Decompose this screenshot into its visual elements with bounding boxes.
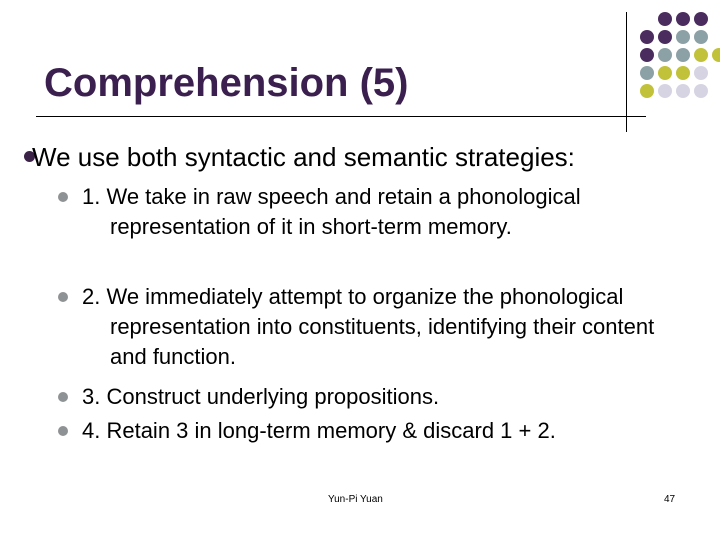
decorative-dot: [640, 30, 654, 44]
decorative-dot: [694, 48, 708, 62]
decorative-dot: [640, 84, 654, 98]
title-horizontal-rule: [36, 116, 646, 117]
decorative-dot: [658, 30, 672, 44]
decorative-dot: [640, 48, 654, 62]
sub-bullet-dot-icon: [58, 292, 68, 302]
decorative-dot: [658, 66, 672, 80]
decorative-dot: [676, 12, 690, 26]
footer-author: Yun-Pi Yuan: [328, 494, 383, 505]
decorative-dot: [676, 84, 690, 98]
main-bullet-text: We use both syntactic and semantic strategies:: [32, 142, 575, 172]
decorative-dot: [676, 48, 690, 62]
list-item: 3. Construct underlying propositions.: [82, 384, 440, 409]
list-item: 4. Retain 3 in long-term memory & discard 1 + 2.: [82, 418, 556, 443]
decorative-dot: [676, 30, 690, 44]
list-item: 2. We immediately attempt to organize the phonological representation into constituents, identifying their content and function.: [82, 284, 655, 369]
decorative-dot: [694, 84, 708, 98]
decorative-dot: [712, 48, 720, 62]
list-item: 1. We take in raw speech and retain a phonological representation of it in short-term memory.: [82, 184, 581, 239]
page-number: 47: [664, 494, 676, 505]
decorative-dot: [694, 12, 708, 26]
decorative-dot: [694, 30, 708, 44]
decorative-dot: [658, 84, 672, 98]
decorative-dot: [658, 48, 672, 62]
decorative-dot: [694, 66, 708, 80]
sub-bullet-dot-icon: [58, 392, 68, 402]
title-vertical-rule: [626, 12, 627, 132]
decorative-dot: [676, 66, 690, 80]
decorative-dot: [640, 66, 654, 80]
sub-bullet-dot-icon: [58, 192, 68, 202]
sub-bullet-dot-icon: [58, 426, 68, 436]
decorative-dot: [658, 12, 672, 26]
slide-title: Comprehension (5): [44, 61, 409, 105]
